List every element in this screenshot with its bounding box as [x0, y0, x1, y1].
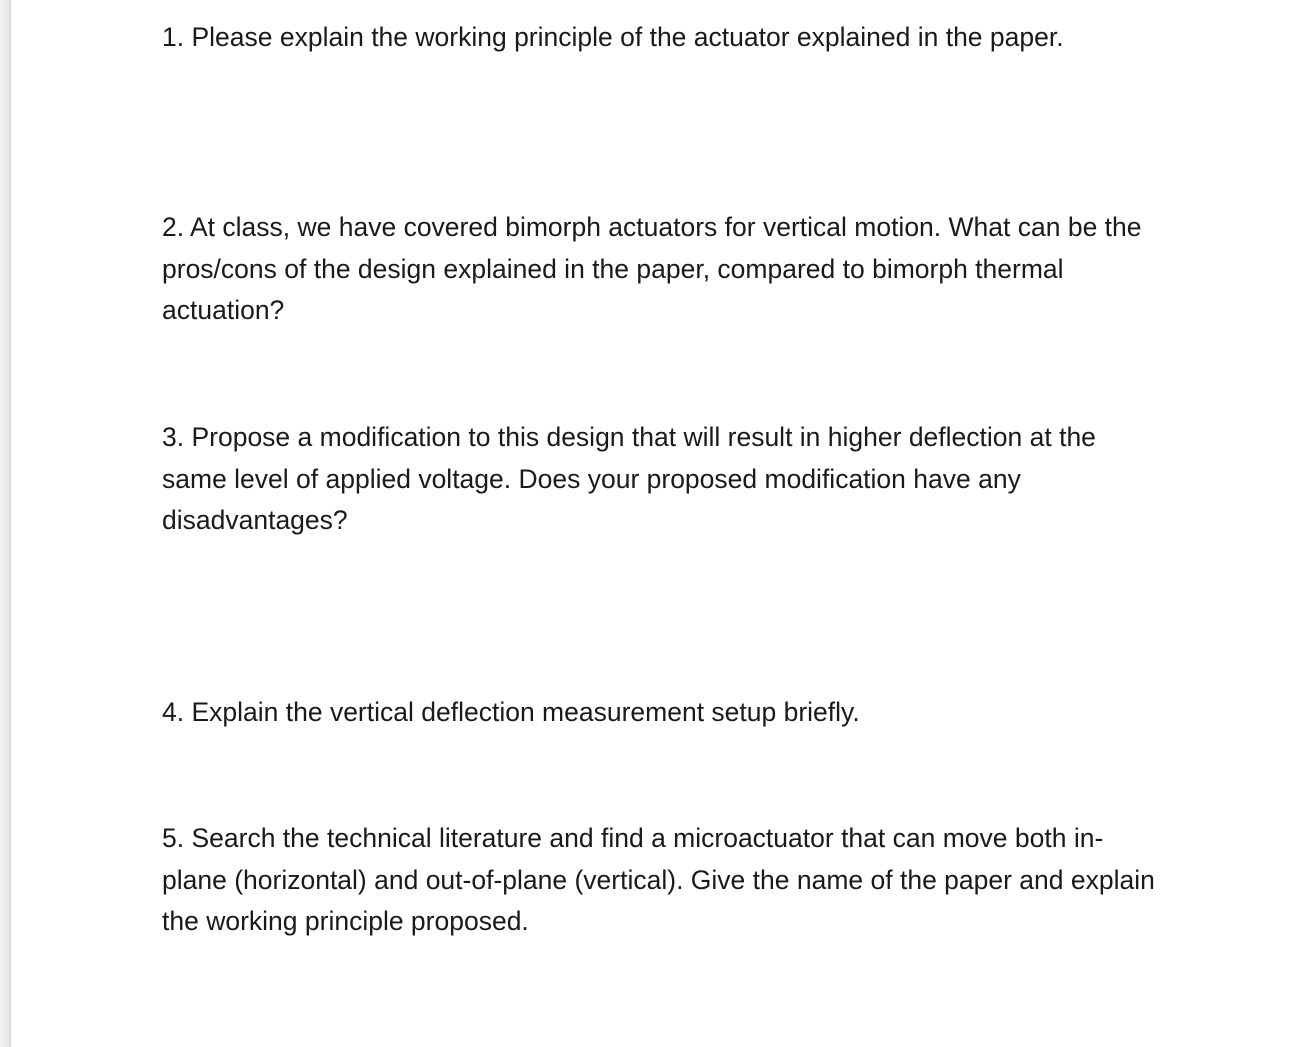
question-2 — [162, 207, 1222, 332]
question-line: the working principle proposed. — [162, 906, 529, 936]
question-line: same level of applied voltage. Does your proposed modification have any — [162, 463, 1021, 494]
question-line: 2. At class, we have covered bimorph actuators for vertical motion. What can be the — [162, 212, 1142, 242]
document-page — [11, 0, 1290, 1047]
question-1 — [162, 17, 1222, 59]
page-left-margin — [0, 0, 11, 1047]
question-line: 3. Propose a modification to this design that will result in higher deflection at the — [162, 422, 1096, 452]
question-line: plane (horizontal) and out-of-plane (vertical). Give the name of the paper and explain — [162, 864, 1155, 895]
question-line: pros/cons of the design explained in the paper, compared to bimorph thermal — [162, 253, 1064, 284]
question-line: 1. Please explain the working principle of the actuator explained in the paper. — [162, 22, 1064, 52]
question-line: 4. Explain the vertical deflection measurement setup briefly. — [162, 697, 860, 727]
question-line: disadvantages? — [162, 505, 348, 535]
question-5 — [162, 818, 1222, 943]
question-line: 5. Search the technical literature and find a microactuator that can move both in- — [162, 823, 1104, 853]
question-4 — [162, 692, 1222, 734]
question-line: actuation? — [162, 295, 285, 325]
question-3 — [162, 417, 1222, 542]
